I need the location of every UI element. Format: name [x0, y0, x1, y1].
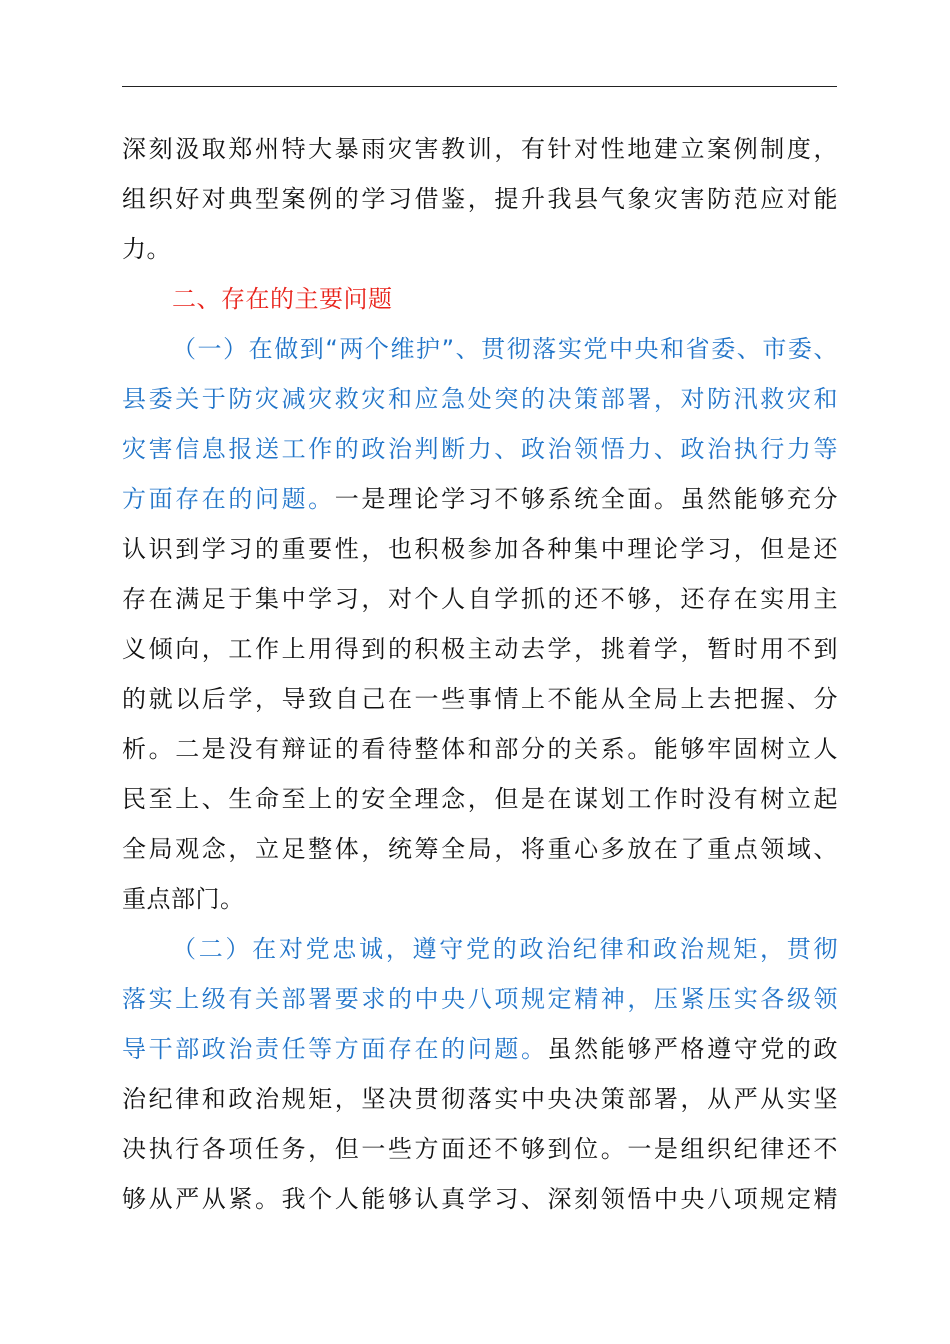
subsection-2-body-start: 虽然能够严格遵守党的政	[547, 1035, 839, 1063]
header-rule	[122, 86, 837, 87]
body-line-15: 全局观念，立足整体，统筹全局，将重心多放在了重点领域、	[122, 835, 838, 863]
body-line-20: 治纪律和政治规矩，坚决贯彻落实中央决策部署，从严从实坚	[122, 1085, 838, 1113]
body-line-2: 组织好对典型案例的学习借鉴，提升我县气象灾害防范应对能	[122, 185, 838, 213]
subsection-2-heading-line-1: （二）在对党忠诚，遵守党的政治纪律和政治规矩，贯彻	[172, 935, 838, 963]
subsection-1-heading-end: 方面存在的问题。	[122, 485, 335, 513]
body-line-3: 力。	[122, 235, 171, 263]
body-line-1: 深刻汲取郑州特大暴雨灾害教训，有针对性地建立案例制度，	[122, 135, 838, 163]
subsection-2-heading-line-2: 落实上级有关部署要求的中央八项规定精神，压紧压实各级领	[122, 985, 838, 1013]
subsection-1-body-start: 一是理论学习不够系统全面。虽然能够充分	[334, 485, 839, 513]
body-line-9: 认识到学习的重要性，也积极参加各种集中理论学习，但是还	[122, 535, 838, 563]
body-line-13: 析。二是没有辩证的看待整体和部分的关系。能够牢固树立人	[122, 735, 838, 763]
body-line-21: 决执行各项任务，但一些方面还不够到位。一是组织纪律还不	[122, 1135, 838, 1163]
subsection-1-mixed-line	[122, 479, 838, 519]
body-line-12: 的就以后学，导致自己在一些事情上不能从全局上去把握、分	[122, 685, 838, 713]
body-line-16: 重点部门。	[122, 885, 245, 913]
subsection-2-heading-end: 导干部政治责任等方面存在的问题。	[122, 1035, 548, 1063]
subsection-1-heading-line-2: 县委关于防灾减灾救灾和应急处突的决策部署，对防汛救灾和	[122, 385, 838, 413]
body-line-14: 民至上、生命至上的安全理念，但是在谋划工作时没有树立起	[122, 785, 838, 813]
subsection-1-heading-line-1: （一）在做到“两个维护”、贯彻落实党中央和省委、市委、	[172, 335, 838, 363]
body-line-11: 义倾向，工作上用得到的积极主动去学，挑着学，暂时用不到	[122, 635, 838, 663]
body-line-22: 够从严从紧。我个人能够认真学习、深刻领悟中央八项规定精	[122, 1185, 838, 1213]
subsection-2-mixed-line	[122, 1029, 838, 1069]
section-heading: 二、存在的主要问题	[172, 285, 393, 313]
body-line-10: 存在满足于集中学习，对个人自学抓的还不够，还存在实用主	[122, 585, 838, 613]
subsection-1-heading-line-3: 灾害信息报送工作的政治判断力、政治领悟力、政治执行力等	[122, 435, 838, 463]
